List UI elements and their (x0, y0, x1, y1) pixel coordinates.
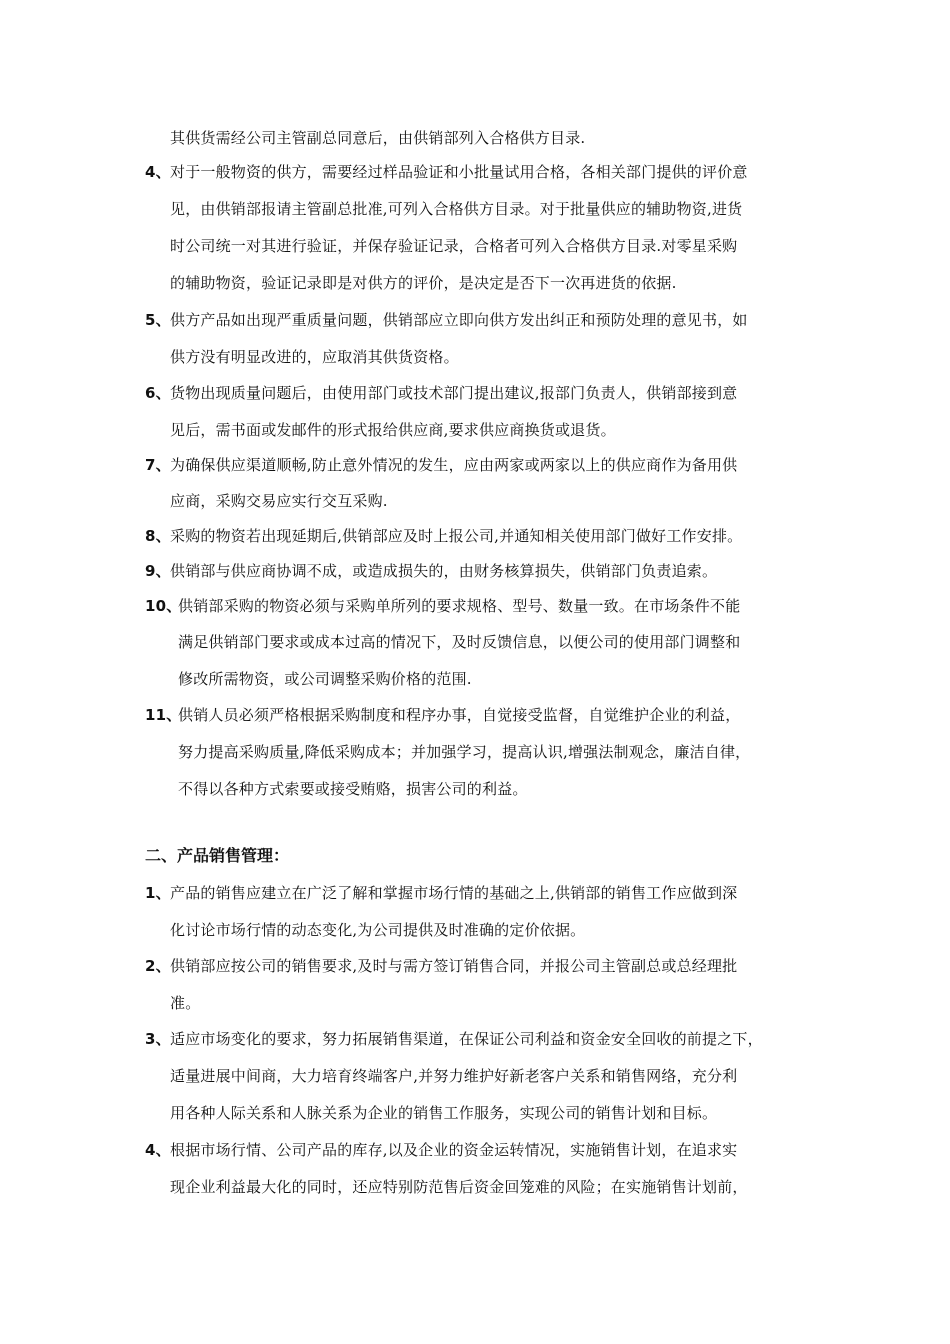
item-number: 10、 (145, 597, 182, 615)
paragraph-continuation: 其供货需经公司主管副总同意后，由供销部列入合格供方目录. (170, 129, 586, 147)
item-text-line: 时公司统一对其进行验证，并保存验证记录，合格者可列入合格供方目录.对零星采购 (170, 237, 738, 255)
item-number: 8、 (145, 527, 171, 545)
item-text-line: 见后，需书面或发邮件的形式报给供应商,要求供应商换货或退货。 (170, 421, 616, 439)
section-heading: 二、产品销售管理： (145, 846, 290, 865)
item-text-line: 化讨论市场行情的动态变化,为公司提供及时准确的定价依据。 (170, 921, 586, 939)
item-number: 5、 (145, 311, 171, 329)
item-number: 1、 (145, 884, 171, 902)
item-text-line: 货物出现质量问题后，由使用部门或技术部门提出建议,报部门负责人，供销部接到意 (170, 384, 738, 402)
item-text-line: 准。 (170, 994, 201, 1012)
item-text-line: 适量进展中间商，大力培育终端客户,并努力维护好新老客户关系和销售网络，充分利 (170, 1067, 738, 1085)
item-text-line: 适应市场变化的要求，努力拓展销售渠道，在保证公司利益和资金安全回收的前提之下， (170, 1030, 763, 1048)
item-number: 4、 (145, 1141, 171, 1159)
item-text-line: 现企业利益最大化的同时，还应特别防范售后资金回笼难的风险；在实施销售计划前， (170, 1178, 748, 1196)
item-number: 11、 (145, 706, 182, 724)
item-text-line: 供销部与供应商协调不成，或造成损失的，由财务核算损失，供销部门负责追索。 (170, 562, 718, 580)
item-text-line: 见，由供销部报请主管副总批准,可列入合格供方目录。对于批量供应的辅助物资,进货 (170, 200, 743, 218)
item-number: 7、 (145, 456, 171, 474)
item-text-line: 采购的物资若出现延期后,供销部应及时上报公司,并通知相关使用部门做好工作安排。 (170, 527, 743, 545)
item-number: 9、 (145, 562, 171, 580)
item-text-line: 供销部应按公司的销售要求,及时与需方签订销售合同，并报公司主管副总或总经理批 (170, 957, 738, 975)
item-text-line: 产品的销售应建立在广泛了解和掌握市场行情的基础之上,供销部的销售工作应做到深 (170, 884, 738, 902)
item-text-line: 为确保供应渠道顺畅,防止意外情况的发生，应由两家或两家以上的供应商作为备用供 (170, 456, 738, 474)
item-number: 2、 (145, 957, 171, 975)
item-text-line: 供方没有明显改进的，应取消其供货资格。 (170, 348, 459, 366)
item-text-line: 根据市场行情、公司产品的库存,以及企业的资金运转情况，实施销售计划，在追求实 (170, 1141, 738, 1159)
item-text-line: 供销人员必须严格根据采购制度和程序办事，自觉接受监督，自觉维护企业的利益， (178, 706, 741, 724)
item-text-line: 不得以各种方式索要或接受贿赂，损害公司的利益。 (178, 780, 528, 798)
item-number: 6、 (145, 384, 171, 402)
item-text-line: 供销部采购的物资必须与采购单所列的要求规格、型号、数量一致。在市场条件不能 (178, 597, 741, 615)
item-text-line: 努力提高采购质量,降低采购成本；并加强学习，提高认识,增强法制观念，廉洁自律， (178, 743, 751, 761)
item-number: 3、 (145, 1030, 171, 1048)
item-number: 4、 (145, 163, 171, 181)
item-text-line: 应商，采购交易应实行交互采购. (170, 492, 388, 510)
item-text-line: 修改所需物资，或公司调整采购价格的范围. (178, 670, 472, 688)
item-text-line: 对于一般物资的供方，需要经过样品验证和小批量试用合格，各相关部门提供的评价意 (170, 163, 748, 181)
item-text-line: 供方产品如出现严重质量问题，供销部应立即向供方发出纠正和预防处理的意见书，如 (170, 311, 748, 329)
item-text-line: 的辅助物资，验证记录即是对供方的评价，是决定是否下一次再进货的依据. (170, 274, 677, 292)
item-text-line: 用各种人际关系和人脉关系为企业的销售工作服务，实现公司的销售计划和目标。 (170, 1104, 718, 1122)
item-text-line: 满足供销部门要求或成本过高的情况下，及时反馈信息，以便公司的使用部门调整和 (178, 633, 741, 651)
